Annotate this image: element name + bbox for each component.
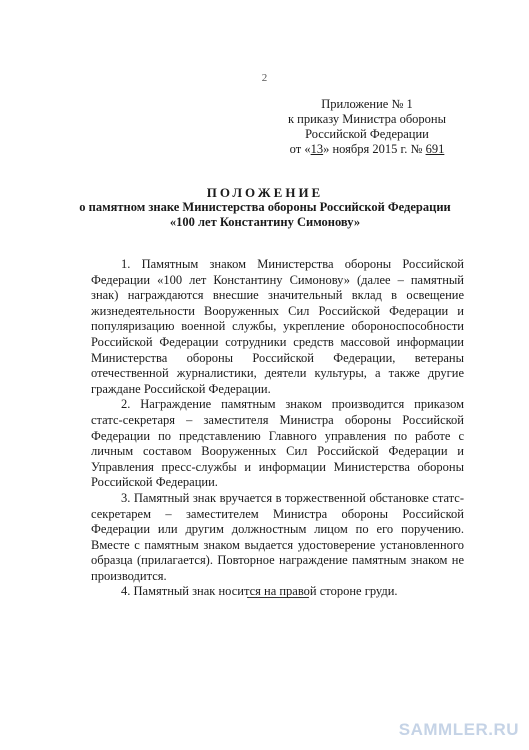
date-prefix: от «	[289, 142, 311, 156]
order-day: 13	[310, 142, 324, 156]
order-number: 691	[425, 142, 445, 156]
appendix-order-ref: к приказу Министра обороны	[287, 112, 447, 126]
paragraph-3: 3. Памятный знак вручается в торжественной обстановке статс-секретарем – заместителем Министра обороны Российской Федерации или другим должностным лицом по его поручению. Вместе с памятным знаком выдается удостоверение установленного образца (прилагается). Повторное награждение памятным знаком не производится.	[91, 490, 464, 583]
appendix-block	[267, 97, 467, 157]
appendix-title: Приложение № 1	[321, 97, 413, 111]
document-title	[60, 185, 470, 230]
watermark: SAMMLER.RU	[398, 720, 519, 739]
paragraph-2: 2. Награждение памятным знаком производится приказом статс-секретаря – заместителя Министра обороны Российской Федерации по представлению Главного управления по работе с личным составом Вооруженных Сил Российской Федерации и Управления пресс-службы и информации Министерства обороны Российской Федерации.	[91, 397, 464, 490]
date-middle: » ноября 2015 г. №	[323, 142, 426, 156]
title-heading: ПОЛОЖЕНИЕ	[206, 185, 324, 200]
appendix-date-line	[267, 142, 467, 157]
paragraph-4: 4. Памятный знак носится на правой стороне груди.	[121, 584, 398, 599]
title-subject: о памятном знаке Министерства обороны Российской Федерации	[79, 200, 451, 214]
page-number: 2	[261, 72, 268, 84]
closing-rule	[247, 597, 309, 598]
title-name: «100 лет Константину Симонову»	[169, 215, 361, 229]
appendix-country: Российской Федерации	[305, 127, 429, 141]
paragraph-1: 1. Памятным знаком Министерства обороны Российской Федерации «100 лет Константину Симонову» (далее – памятный знак) награждаются внесшие значительный вклад в освещение жизнедеятельности Вооруженных Сил Российской Федерации и популяризацию военной службы, укрепление обороноспособности Российской Федерации сотрудники средств массовой информации Министерства обороны Российской Федерации, ветераны отечественной журналистики, деятели культуры, а также другие граждане Российской Федерации.	[91, 257, 464, 396]
document-body	[91, 257, 464, 600]
